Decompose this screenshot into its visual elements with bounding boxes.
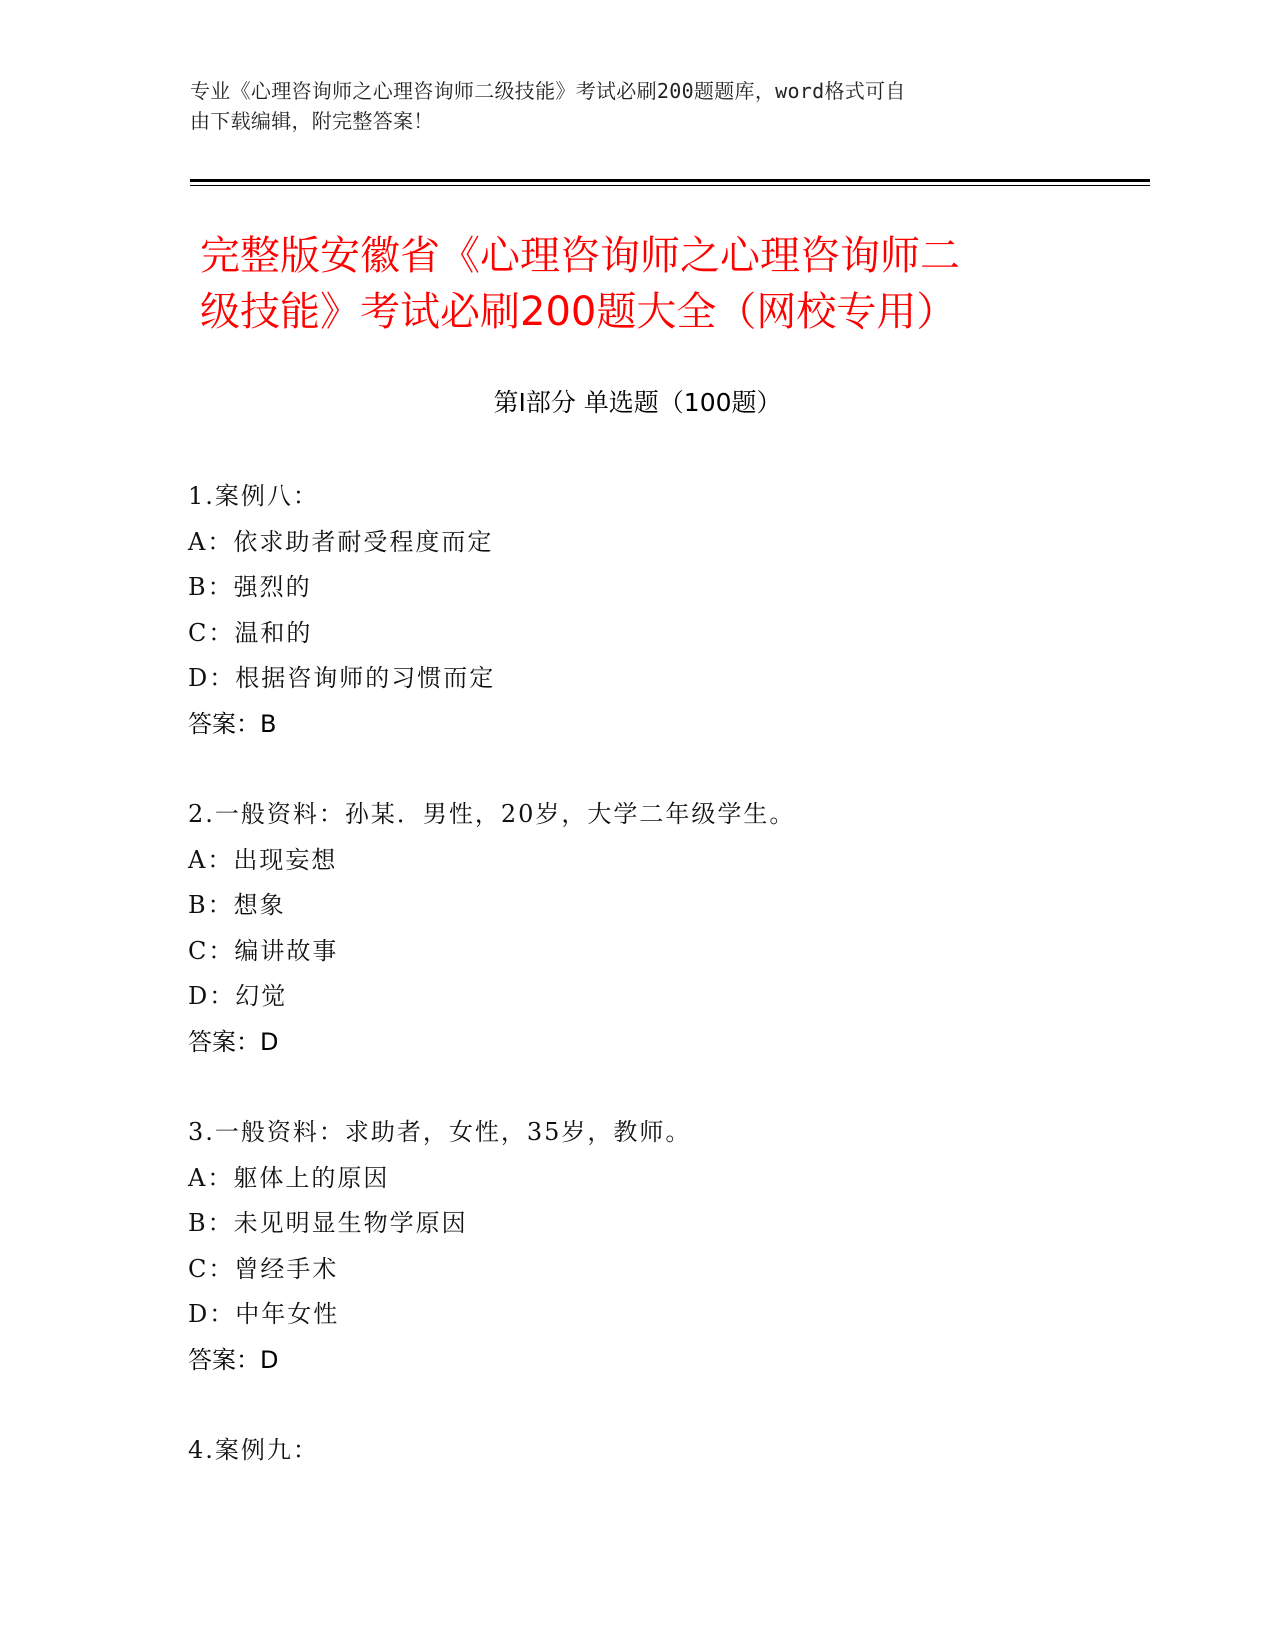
option-c: C：编讲故事 [188,936,339,965]
option-a: A：依求助者耐受程度而定 [188,527,494,556]
question-item [188,1428,1168,1474]
question-item [188,474,1168,747]
question-item [188,792,1168,1065]
option-a: A：躯体上的原因 [188,1163,390,1192]
option-d: D：中年女性 [188,1300,340,1328]
option-d: D：根据咨询师的习惯而定 [188,664,496,692]
answer-label: 答案：B [188,709,277,738]
header-note [190,76,1090,136]
document-title-line-1: 完整版安徽省《心理咨询师之心理咨询师二 [200,233,960,279]
document-title-line-2: 级技能》考试必刷200题大全（网校专用） [200,289,957,335]
answer-label: 答案：D [188,1345,279,1374]
option-c: C：温和的 [188,618,313,647]
section-title: 第I部分 单选题（100题） [493,388,782,417]
option-d: D：幻觉 [188,982,288,1010]
header-note-line-2: 由下载编辑，附完整答案！ [190,109,434,133]
document-title [200,228,1100,340]
option-b: B：未见明显生物学原因 [188,1209,468,1237]
header-note-line-1: 专业《心理咨询师之心理咨询师二级技能》考试必刷200题题库，word格式可自 [190,79,906,103]
header-divider-thick [190,179,1150,182]
option-b: B：强烈的 [188,573,312,601]
question-stem: 3.一般资料：求助者，女性，35岁，教师。 [188,1118,692,1146]
option-a: A：出现妄想 [188,845,338,874]
question-stem: 2.一般资料：孙某．男性，20岁，大学二年级学生。 [188,800,796,828]
question-item [188,1110,1168,1383]
question-stem: 4.案例九： [188,1436,319,1464]
question-stem: 1.案例八： [188,482,319,510]
option-c: C：曾经手术 [188,1254,339,1283]
answer-label: 答案：D [188,1027,279,1056]
option-b: B：想象 [188,891,286,919]
header-divider-thin [190,185,1150,186]
